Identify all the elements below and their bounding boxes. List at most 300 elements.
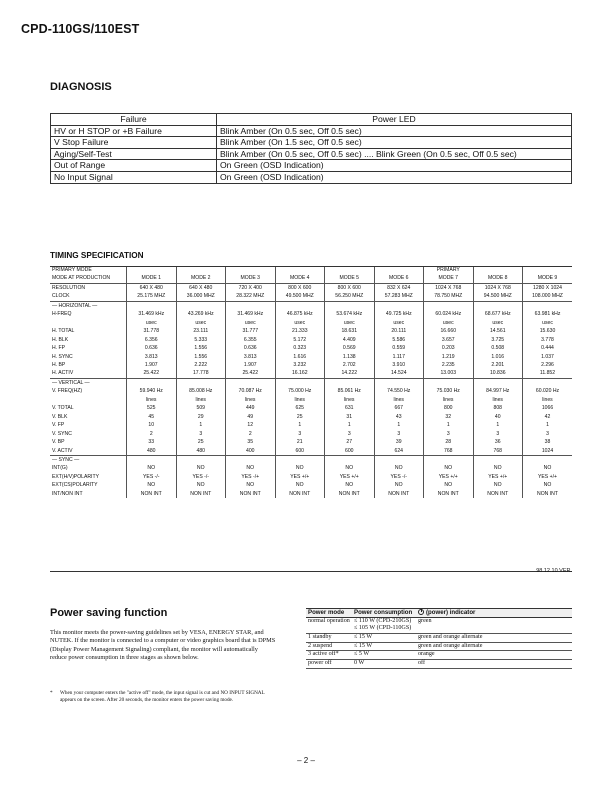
timing-cell: 32 — [424, 413, 474, 421]
timing-row-label: RESOLUTION — [50, 283, 127, 292]
led-cell: Blink Amber (On 0.5 sec, Off 0.5 sec) — [217, 125, 572, 137]
note-marker: * — [50, 690, 53, 696]
timing-cell: 2.296 — [541, 361, 554, 368]
timing-cell: 63.981 kHz — [534, 311, 561, 318]
timing-cell: YES +/+ — [275, 473, 325, 481]
timing-cell: 75.000 Hz — [275, 387, 325, 395]
timing-cell: 720 X 400 — [226, 283, 276, 292]
timing-row-label — [50, 396, 127, 404]
timing-cell — [325, 455, 375, 464]
timing-cell: 1 — [546, 422, 549, 429]
diagnosis-table — [50, 113, 572, 184]
timing-row-label: H. SYNC — [50, 353, 127, 361]
timing-cell: NO — [176, 464, 226, 472]
power-power-cell: ≤ 5 W — [352, 651, 416, 660]
timing-row-label: H. BP — [50, 361, 127, 369]
timing-cell: usec — [424, 319, 474, 327]
timing-cell: 1.907 — [127, 361, 177, 369]
timing-row-label: H. TOTAL — [50, 327, 127, 335]
timing-row-label: V. BP — [50, 438, 127, 446]
timing-cell — [176, 455, 226, 464]
timing-cell: YES -/- — [176, 473, 226, 481]
failure-cell: V Stop Failure — [51, 137, 217, 149]
timing-cell: usec — [325, 319, 375, 327]
power-mode-table — [306, 608, 572, 669]
col-power-mode: Power mode — [306, 609, 352, 618]
timing-cell: NO — [374, 481, 424, 489]
failure-cell: Out of Range — [51, 160, 217, 172]
timing-cell: MODE 4 — [275, 274, 325, 283]
timing-cell: NO — [473, 464, 523, 472]
diagnosis-col-led: Power LED — [217, 114, 572, 126]
timing-cell: YES +/+ — [473, 473, 523, 481]
power-indicator-cell: green and orange alternate — [416, 634, 572, 643]
timing-cell: 23.111 — [176, 327, 226, 335]
power-indicator-cell: green — [416, 617, 572, 633]
timing-cell: YES +/+ — [325, 473, 375, 481]
timing-row-label — [50, 319, 127, 327]
timing-cell: 70.087 Hz — [226, 387, 276, 395]
timing-cell: lines — [226, 396, 276, 404]
timing-cell: 31.777 — [226, 327, 276, 335]
timing-cell: 60.024 kHz — [424, 310, 474, 318]
timing-cell: 12 — [226, 421, 276, 429]
timing-cell: 36.000 MHZ — [176, 292, 226, 301]
timing-cell: 1 — [473, 421, 523, 429]
power-mode-cell: 1 standby — [306, 634, 352, 643]
timing-cell: 1.616 — [275, 353, 325, 361]
timing-cell: NO — [275, 464, 325, 472]
timing-cell: 16.660 — [424, 327, 474, 335]
power-saving-body: This monitor meets the power-saving guidelines set by VESA, ENERGY STAR, and NUTEK. If the monitor is connected to a computer or video graphics board that is DPMS (Display Power Management Signaling) compliant, the monitor will automatically reduce power consumption in three stages as shown below. — [50, 629, 276, 662]
diagnosis-title: DIAGNOSIS — [50, 81, 112, 93]
version-note: 98.12.10 VER. — [536, 568, 572, 574]
timing-cell: 53.674 kHz — [325, 310, 375, 318]
timing-cell: 0.636 — [226, 344, 276, 352]
timing-cell: PRIMARY — [424, 266, 474, 274]
timing-cell: 1 — [424, 421, 474, 429]
timing-cell — [176, 266, 226, 274]
timing-cell — [473, 378, 523, 387]
timing-row-label: CLOCK — [50, 292, 127, 301]
timing-cell — [374, 378, 424, 387]
timing-cell — [226, 378, 276, 387]
timing-cell: 832 X 624 — [374, 283, 424, 292]
table-row — [50, 369, 572, 378]
timing-cell: NO — [543, 482, 552, 489]
timing-row-label: — HORIZONTAL — — [50, 301, 127, 310]
timing-cell: 31.469 kHz — [226, 310, 276, 318]
table-row — [306, 634, 572, 643]
table-row — [50, 421, 572, 429]
timing-cell: 1 — [325, 421, 375, 429]
timing-row-label: INT(G) — [50, 464, 127, 472]
timing-cell: 57.283 MHZ — [374, 292, 424, 301]
table-row — [50, 490, 572, 498]
table-row — [50, 438, 572, 446]
timing-cell: NO — [374, 464, 424, 472]
timing-cell: 56.250 MHZ — [325, 292, 375, 301]
timing-cell: 6.356 — [127, 336, 177, 344]
timing-cell: NON INT — [374, 490, 424, 498]
timing-cell: YES +/+ — [538, 473, 557, 480]
timing-cell: 3.657 — [424, 336, 474, 344]
timing-cell — [523, 301, 573, 310]
table-row — [50, 413, 572, 421]
timing-cell — [523, 378, 573, 387]
timing-cell: 1024 X 768 — [424, 283, 474, 292]
timing-row-label: V. BLK — [50, 413, 127, 421]
table-row — [50, 481, 572, 489]
power-indicator-cell: orange — [416, 651, 572, 660]
timing-cell: 800 X 600 — [325, 283, 375, 292]
timing-cell: 1.219 — [424, 353, 474, 361]
timing-cell — [226, 455, 276, 464]
timing-cell: NO — [325, 481, 375, 489]
timing-cell: 808 — [473, 404, 523, 412]
timing-cell: NO — [176, 481, 226, 489]
timing-cell: 600 — [275, 447, 325, 456]
timing-cell: 28.322 MHZ — [226, 292, 276, 301]
timing-cell: 631 — [325, 404, 375, 412]
table-row — [50, 455, 572, 464]
timing-cell: 0.559 — [374, 344, 424, 352]
timing-row-label: V. FREQ(HZ) — [50, 387, 127, 395]
table-row — [50, 353, 572, 361]
col-indicator — [416, 609, 572, 618]
timing-row-label: H. BLK — [50, 336, 127, 344]
timing-cell: 624 — [374, 447, 424, 456]
timing-cell: lines — [473, 396, 523, 404]
timing-cell: NO — [473, 481, 523, 489]
table-row — [50, 387, 572, 395]
table-row — [50, 430, 572, 438]
timing-cell: 3 — [275, 430, 325, 438]
timing-cell: 21.333 — [275, 327, 325, 335]
timing-cell: MODE 6 — [374, 274, 424, 283]
timing-cell — [374, 266, 424, 274]
timing-cell: lines — [424, 396, 474, 404]
timing-cell: 2 — [127, 430, 177, 438]
timing-cell: 36 — [473, 438, 523, 446]
timing-cell: 17.778 — [176, 369, 226, 378]
table-row — [50, 274, 572, 283]
timing-cell — [424, 301, 474, 310]
timing-cell — [374, 301, 424, 310]
timing-cell: lines — [325, 396, 375, 404]
failure-cell: Aging/Self-Test — [51, 148, 217, 160]
note-text: When your computer enters the "active off" mode, the input signal is cut and NO INPUT SIGNAL appears on the screen. After 20 seconds, the monitor enters the power saving mode. — [60, 690, 265, 703]
failure-cell: HV or H STOP or +B Failure — [51, 125, 217, 137]
timing-cell — [424, 378, 474, 387]
timing-cell — [325, 378, 375, 387]
timing-cell — [374, 455, 424, 464]
timing-cell: 3.910 — [374, 361, 424, 369]
timing-cell: 1.117 — [374, 353, 424, 361]
timing-cell: NON INT — [537, 490, 558, 497]
timing-cell: 10.836 — [473, 369, 523, 378]
timing-title: TIMING SPECIFICATION — [50, 251, 144, 260]
power-indicator-cell: green and orange alternate — [416, 642, 572, 651]
led-cell: On Green (OSD Indication) — [217, 171, 572, 183]
timing-cell: 1.556 — [176, 344, 226, 352]
timing-cell — [523, 266, 573, 274]
timing-cell: lines — [374, 396, 424, 404]
timing-cell — [473, 455, 523, 464]
timing-cell: MODE 7 — [424, 274, 474, 283]
timing-cell: 2.235 — [424, 361, 474, 369]
timing-cell: 68.677 kHz — [473, 310, 523, 318]
timing-cell: 1.556 — [176, 353, 226, 361]
timing-cell: NO — [424, 464, 474, 472]
timing-cell: YES -/- — [127, 473, 177, 481]
timing-cell: usec — [275, 319, 325, 327]
timing-cell: 0.569 — [325, 344, 375, 352]
power-icon — [418, 609, 424, 615]
table-row — [50, 344, 572, 352]
table-row — [51, 125, 572, 137]
timing-cell: 3.813 — [127, 353, 177, 361]
timing-cell: NO — [325, 464, 375, 472]
timing-row-label: V. FP — [50, 421, 127, 429]
timing-cell: 3 — [176, 430, 226, 438]
table-row — [50, 283, 572, 292]
led-cell: Blink Amber (On 0.5 sec, Off 0.5 sec) .... Blink Green (On 0.5 sec, Off 0.5 sec) — [217, 148, 572, 160]
table-row — [50, 404, 572, 412]
power-saving-note — [50, 690, 276, 704]
timing-cell: usec — [176, 319, 226, 327]
timing-cell — [325, 301, 375, 310]
timing-cell — [523, 455, 573, 464]
timing-cell: 45 — [127, 413, 177, 421]
timing-cell — [127, 266, 177, 274]
timing-cell: 49 — [226, 413, 276, 421]
timing-cell — [176, 378, 226, 387]
timing-cell: 2.222 — [176, 361, 226, 369]
timing-cell: 14.222 — [325, 369, 375, 378]
timing-cell: 84.997 Hz — [473, 387, 523, 395]
timing-cell: 0.323 — [275, 344, 325, 352]
page-header-model: CPD-110GS/110EST — [21, 22, 140, 36]
timing-cell: 3 — [374, 430, 424, 438]
timing-cell: 40 — [473, 413, 523, 421]
timing-cell: 31.469 kHz — [127, 310, 177, 318]
timing-cell: 0.636 — [127, 344, 177, 352]
timing-cell: MODE 2 — [176, 274, 226, 283]
timing-cell: usec — [542, 319, 553, 326]
timing-cell — [127, 301, 177, 310]
timing-cell: 509 — [176, 404, 226, 412]
timing-cell: usec — [226, 319, 276, 327]
col-indicator-label: (power) indicator — [426, 609, 476, 616]
timing-row-label: MODE AT PRODUCTION — [50, 274, 127, 283]
table-row — [50, 319, 572, 327]
timing-row-label: EXT(CS)POLARITY — [50, 481, 127, 489]
table-row — [50, 464, 572, 472]
timing-cell: 108.000 MHZ — [532, 293, 563, 300]
timing-cell: 525 — [127, 404, 177, 412]
timing-cell: 667 — [374, 404, 424, 412]
timing-cell: 10 — [127, 421, 177, 429]
timing-cell: 1.016 — [473, 353, 523, 361]
timing-row-label: — SYNC — — [50, 455, 127, 464]
timing-cell: usec — [473, 319, 523, 327]
timing-cell: NON INT — [176, 490, 226, 498]
table-row — [50, 378, 572, 387]
timing-cell: 25 — [176, 438, 226, 446]
timing-cell: 5.586 — [374, 336, 424, 344]
timing-cell: 3 — [325, 430, 375, 438]
timing-cell — [176, 301, 226, 310]
timing-cell: 39 — [374, 438, 424, 446]
timing-cell: NO — [226, 464, 276, 472]
timing-cell: 480 — [176, 447, 226, 456]
power-mode-cell: 2 suspend — [306, 642, 352, 651]
table-row — [51, 160, 572, 172]
power-indicator-cell: off — [416, 660, 572, 669]
timing-cell: 85.008 Hz — [176, 387, 226, 395]
power-power-cell: 0 W — [352, 660, 416, 669]
timing-cell: YES +/+ — [424, 473, 474, 481]
timing-cell: 31.778 — [127, 327, 177, 335]
timing-cell: 35 — [226, 438, 276, 446]
timing-cell — [473, 301, 523, 310]
timing-cell: 3 — [473, 430, 523, 438]
timing-cell — [226, 266, 276, 274]
timing-cell: 18.631 — [325, 327, 375, 335]
timing-cell: NON INT — [127, 490, 177, 498]
power-power-cell: ≤ 15 W — [352, 634, 416, 643]
diagnosis-col-failure: Failure — [51, 114, 217, 126]
timing-cell: 14.524 — [374, 369, 424, 378]
timing-cell: lines — [176, 396, 226, 404]
timing-cell — [127, 378, 177, 387]
timing-row-label: — VERTICAL — — [50, 378, 127, 387]
timing-row-label: H. FP — [50, 344, 127, 352]
timing-cell: 25.422 — [127, 369, 177, 378]
table-row — [50, 447, 572, 456]
timing-cell: 2 — [226, 430, 276, 438]
timing-cell: 0.444 — [541, 345, 554, 352]
led-cell: Blink Amber (On 1.5 sec, Off 0.5 sec) — [217, 137, 572, 149]
timing-cell: 3.232 — [275, 361, 325, 369]
timing-cell: MODE 9 — [537, 275, 558, 282]
timing-row-label: H-FREQ — [50, 310, 127, 318]
timing-cell: 1.037 — [541, 353, 554, 360]
timing-table — [50, 266, 572, 498]
page-number: – 2 – — [297, 756, 315, 765]
timing-cell: 3 — [424, 430, 474, 438]
table-row — [50, 266, 572, 274]
timing-cell: 1 — [374, 421, 424, 429]
timing-cell: 20.111 — [374, 327, 424, 335]
timing-cell: 74.550 Hz — [374, 387, 424, 395]
timing-cell: 2.201 — [473, 361, 523, 369]
timing-cell: YES -/+ — [226, 473, 276, 481]
timing-cell — [127, 455, 177, 464]
table-row — [306, 617, 572, 633]
timing-cell — [325, 266, 375, 274]
timing-cell: 5.333 — [176, 336, 226, 344]
table-row — [50, 292, 572, 301]
timing-cell: 1 — [176, 421, 226, 429]
timing-row-label: H. ACTIV — [50, 369, 127, 378]
timing-cell: MODE 5 — [325, 274, 375, 283]
timing-cell: NON INT — [226, 490, 276, 498]
timing-cell: 60.020 Hz — [535, 388, 560, 395]
timing-cell: NO — [275, 481, 325, 489]
timing-cell: 49.500 MHZ — [275, 292, 325, 301]
timing-cell: 94.500 MHZ — [473, 292, 523, 301]
timing-cell: NO — [226, 481, 276, 489]
timing-cell: NON INT — [275, 490, 325, 498]
timing-cell: 31 — [325, 413, 375, 421]
timing-cell: 3.778 — [541, 336, 554, 343]
timing-cell: 3 — [546, 430, 549, 437]
timing-cell: 16.162 — [275, 369, 325, 378]
timing-cell: 768 — [473, 447, 523, 456]
table-row — [51, 148, 572, 160]
timing-cell — [424, 455, 474, 464]
timing-cell: NO — [424, 481, 474, 489]
timing-cell: 14.561 — [473, 327, 523, 335]
timing-cell: 600 — [325, 447, 375, 456]
timing-cell: 5.172 — [275, 336, 325, 344]
timing-row-label: V. ACTIV — [50, 447, 127, 456]
timing-row-label: V. TOTAL — [50, 404, 127, 412]
timing-cell: NO — [127, 481, 177, 489]
timing-cell: 400 — [226, 447, 276, 456]
timing-cell: NON INT — [473, 490, 523, 498]
table-row — [50, 327, 572, 335]
timing-cell: 2.702 — [325, 361, 375, 369]
timing-cell: 1024 — [541, 447, 554, 454]
power-power-cell: ≤ 110 W (CPD-210GS) ≤ 105 W (CPD-110GS) — [352, 617, 416, 633]
timing-cell: lines — [127, 396, 177, 404]
timing-cell: 1024 X 768 — [473, 283, 523, 292]
table-row — [50, 301, 572, 310]
timing-cell: 46.875 kHz — [275, 310, 325, 318]
timing-cell: 0.203 — [424, 344, 474, 352]
timing-cell: 25 — [275, 413, 325, 421]
timing-cell: 640 X 480 — [176, 283, 226, 292]
table-row — [51, 171, 572, 183]
timing-row-label: V. SYNC — [50, 430, 127, 438]
timing-cell: 1280 X 1024 — [523, 283, 573, 292]
timing-cell: 4.409 — [325, 336, 375, 344]
failure-cell: No Input Signal — [51, 171, 217, 183]
timing-cell — [275, 455, 325, 464]
timing-cell: 11.852 — [539, 370, 556, 377]
timing-cell: 3.813 — [226, 353, 276, 361]
timing-cell: NON INT — [325, 490, 375, 498]
timing-cell: MODE 1 — [127, 274, 177, 283]
timing-cell: 85.061 Hz — [325, 387, 375, 395]
timing-cell: 449 — [226, 404, 276, 412]
timing-cell: 6.355 — [226, 336, 276, 344]
timing-cell: 480 — [127, 447, 177, 456]
timing-cell: 29 — [176, 413, 226, 421]
table-row — [51, 137, 572, 149]
timing-cell: NO — [543, 465, 552, 472]
led-cell: On Green (OSD Indication) — [217, 160, 572, 172]
power-mode-cell: power off — [306, 660, 352, 669]
table-row — [50, 361, 572, 369]
timing-cell: 768 — [424, 447, 474, 456]
timing-cell: usec — [127, 319, 177, 327]
timing-cell — [275, 301, 325, 310]
table-row — [306, 642, 572, 651]
